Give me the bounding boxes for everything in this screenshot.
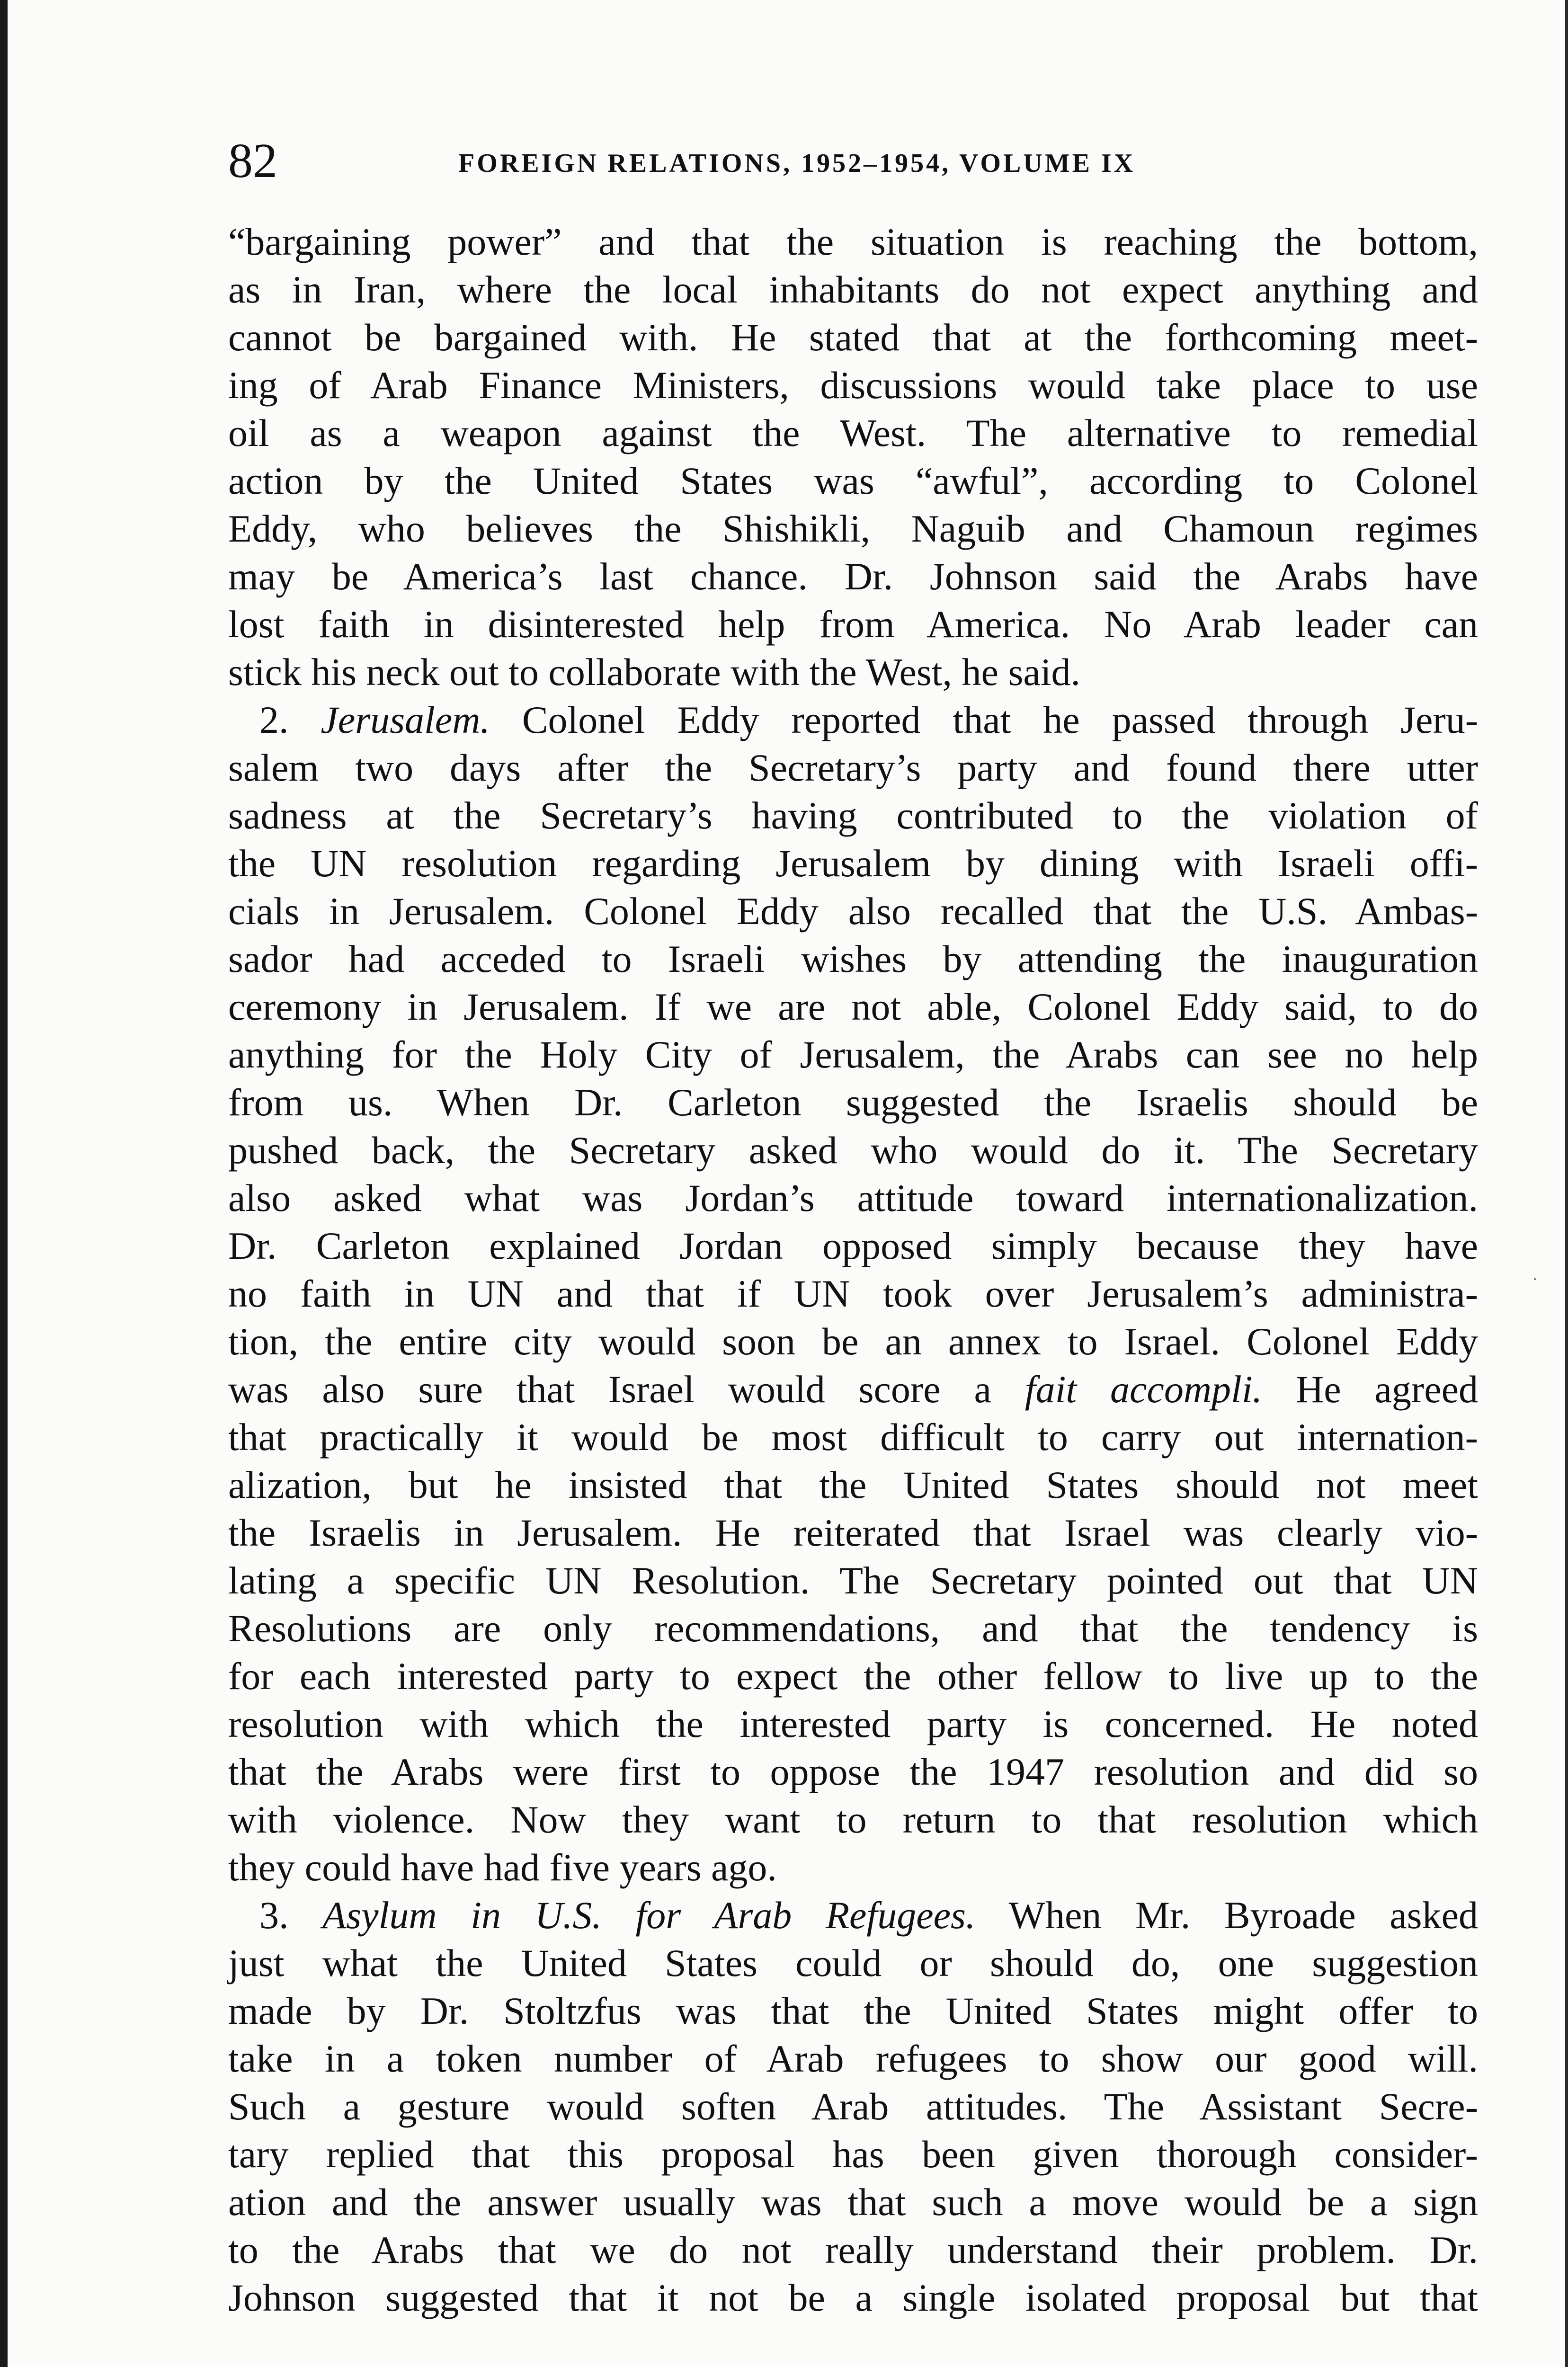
text-line: ing of Arab Finance Ministers, discussions would take place to use [228,364,1478,407]
text-line [228,1365,1478,1413]
text-line: to the Arabs that we do not really understand their problem. Dr. [228,2228,1478,2271]
text-line: oil as a weapon against the West. The alternative to remedial [228,411,1478,454]
text-line: tary replied that this proposal has been given thorough consider- [228,2133,1478,2176]
text-line: Eddy, who believes the Shishikli, Naguib and Chamoun regimes [228,507,1478,550]
text-line [228,696,1478,744]
text-line: alization, but he insisted that the United States should not meet [228,1463,1478,1506]
text-line [228,1891,1478,1939]
scan-edge-left [0,0,8,2367]
text-line: salem two days after the Secretary’s party and found there utter [228,746,1478,789]
text-line: ceremony in Jerusalem. If we are not able, Colonel Eddy said, to do [228,985,1478,1028]
text-line: Resolutions are only recommendations, and that the tendency is [228,1607,1478,1650]
text-line: the UN resolution regarding Jerusalem by dining with Israeli offi- [228,842,1478,885]
text-line: also asked what was Jordan’s attitude toward internationalization. [228,1176,1478,1219]
text-run: was also sure that Israel would score a [228,1368,991,1411]
text-line: pushed back, the Secretary asked who would do it. The Secretary [228,1129,1478,1172]
text-line: anything for the Holy City of Jerusalem, the Arabs can see no help [228,1033,1478,1076]
paragraph-jerusalem [228,696,1478,1891]
section-number: 2. [259,698,289,741]
text-line: they could have had five years ago. [228,1846,777,1889]
text-line: no faith in UN and that if UN took over Jerusalem’s administra- [228,1272,1478,1315]
text-run: When Mr. Byroade asked [1008,1894,1478,1937]
text-line: action by the United States was “awful”, according to Colonel [228,459,1478,502]
text-line: Johnson suggested that it not be a single isolated proposal but that [228,2276,1478,2319]
text-line: made by Dr. Stoltzfus was that the United States might offer to [228,1989,1478,2032]
text-run: Colonel Eddy reported that he passed through Jeru- [522,698,1479,741]
scan-speck [1534,1278,1536,1280]
text-line: cannot be bargained with. He stated that at the forthcoming meet- [228,316,1478,359]
text-line: sador had acceded to Israeli wishes by attending the inauguration [228,937,1478,980]
text-line: resolution with which the interested party is concerned. He noted [228,1702,1478,1745]
text-line: for each interested party to expect the other fellow to live up to the [228,1655,1478,1698]
scan-edge-right [1565,0,1568,2367]
paragraph-asylum [228,1891,1478,2322]
text-line: ation and the answer usually was that such a move would be a sign [228,2180,1478,2224]
text-line: sadness at the Secretary’s having contributed to the violation of [228,794,1478,837]
text-line: tion, the entire city would soon be an annex to Israel. Colonel Eddy [228,1320,1478,1363]
section-heading: Asylum in U.S. for Arab Refugees. [322,1894,976,1937]
text-line: Dr. Carleton explained Jordan opposed simply because they have [228,1224,1478,1267]
text-line: the Israelis in Jerusalem. He reiterated that Israel was clearly vio- [228,1511,1478,1554]
section-number: 3. [259,1894,289,1937]
text-line: lost faith in disinterested help from America. No Arab leader can [228,603,1478,646]
text-line: “bargaining power” and that the situation is reaching the bottom, [228,220,1478,263]
text-line: lating a specific UN Resolution. The Secretary pointed out that UN [228,1559,1478,1602]
text-line: Such a gesture would soften Arab attitudes. The Assistant Secre- [228,2085,1478,2128]
text-line: as in Iran, where the local inhabitants do not expect anything and [228,268,1478,311]
page-header [228,128,1478,194]
text-run: He agreed [1296,1368,1478,1411]
text-line: just what the United States could or should do, one suggestion [228,1941,1478,1984]
page-number: 82 [228,133,277,188]
text-line: from us. When Dr. Carleton suggested the Israelis should be [228,1081,1478,1124]
italic-phrase: fait accompli. [1025,1368,1263,1411]
text-line: that the Arabs were first to oppose the 1947 resolution and did so [228,1750,1478,1793]
text-line: with violence. Now they want to return to that resolution which [228,1798,1478,1841]
text-line: stick his neck out to collaborate with the West, he said. [228,650,1081,694]
section-heading: Jerusalem. [321,698,490,741]
body-text [228,218,1478,2322]
paragraph-continuation [228,218,1478,696]
text-line: take in a token number of Arab refugees to show our good will. [228,2037,1478,2080]
text-line: cials in Jerusalem. Colonel Eddy also recalled that the U.S. Ambas- [228,890,1478,933]
text-line: may be America’s last chance. Dr. Johnson said the Arabs have [228,555,1478,598]
running-head: FOREIGN RELATIONS, 1952–1954, VOLUME IX [458,149,1136,178]
text-line: that practically it would be most difficult to carry out internation- [228,1415,1478,1459]
